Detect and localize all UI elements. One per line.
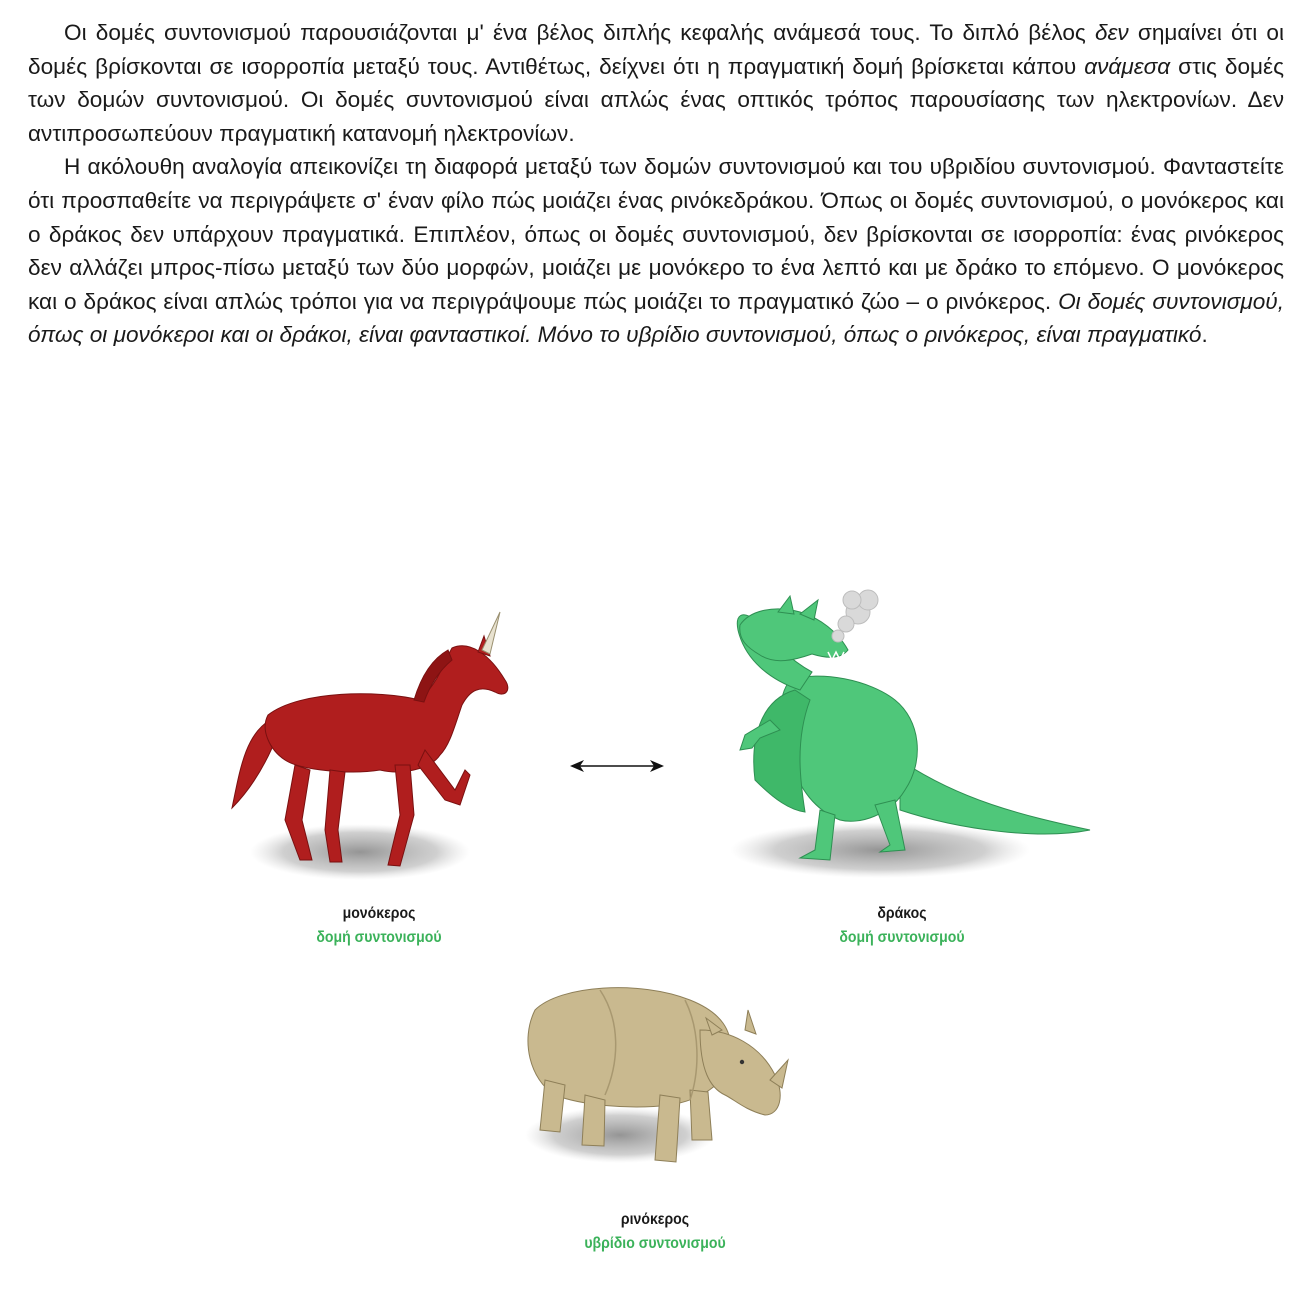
- text-run: σημαίνει ότι οι δομές βρίσκονται σε ισορροπία μεταξύ τους. Αντιθέτως, δείχνει ότι η πραγματική δομή βρίσκεται κάπου: [28, 20, 1284, 79]
- rhino-illustration: [525, 988, 788, 1163]
- unicorn-role: δομή συντονισμού: [316, 929, 442, 946]
- dragon-caption: [770, 902, 1034, 950]
- emphasis-text: ανάμεσα: [1084, 53, 1171, 79]
- text-run: Οι δομές συντονισμού παρουσιάζονται μ' ένα βέλος διπλής κεφαλής ανάμεσά τους. Το διπλό βέλος: [64, 20, 1095, 45]
- unicorn-name: μονόκερος: [342, 905, 416, 922]
- text-run: .: [1201, 322, 1208, 348]
- paragraph-1: [28, 16, 1284, 150]
- dragon-illustration: [730, 590, 1090, 878]
- rhino-caption: [523, 1208, 787, 1256]
- rhino-role: υβρίδιο συντονισμού: [584, 1235, 726, 1252]
- text-run: Η ακόλουθη αναλογία απεικονίζει τη διαφορά μεταξύ των δομών συντονισμού και του υβριδίου συντονισμού. Φανταστείτε ότι προσπαθείτε να περιγράψετε σ' έναν φίλο πώς μοιάζει ένας ρινόκεδράκου. Όπως οι δομές συντονισμού, ο μονόκερος και ο δράκος δεν υπάρχουν πραγματικά. Επιπλέον, όπως οι δομές συντονισμού, δεν βρίσκονται σε ισορροπία: ένας ρινόκερος δεν αλλάζει μπρος-πίσω μεταξύ των δύο μορφών, μοιάζει με μονόκερο το ένα λεπτό και με δράκο το επόμενο. Ο μονόκερος και ο δράκος είναι απλώς τρόποι για να περιγράψουμε πώς μοιάζει το πραγματικό ζώο – ο ρινόκερος.: [28, 154, 1284, 314]
- unicorn-caption: [247, 902, 511, 950]
- unicorn-illustration: [232, 612, 508, 880]
- double-headed-arrow-icon: [570, 760, 664, 772]
- emphasis-text: Οι δομές συντονισμού, όπως οι μονόκεροι και οι δράκοι, είναι φανταστικοί. Μόνο το υβρίδιο συντονισμού, όπως ο ρινόκερος, είναι πραγματικό: [28, 288, 1284, 348]
- emphasis-text: δεν: [1094, 20, 1129, 45]
- body-text: [28, 16, 1284, 352]
- text-run: στις δομές των δομών συντονισμού. Οι δομές συντονισμού είναι απλώς ένας οπτικός τρόπος παρουσίασης των ηλεκτρονίων. Δεν αντιπροσωπεύουν πραγματική κατανομή ηλεκτρονίων.: [28, 53, 1284, 146]
- rhino-name: ρινόκερος: [620, 1211, 690, 1228]
- dragon-role: δομή συντονισμού: [839, 929, 965, 946]
- dragon-name: δράκος: [877, 905, 927, 922]
- paragraph-2: [28, 150, 1284, 352]
